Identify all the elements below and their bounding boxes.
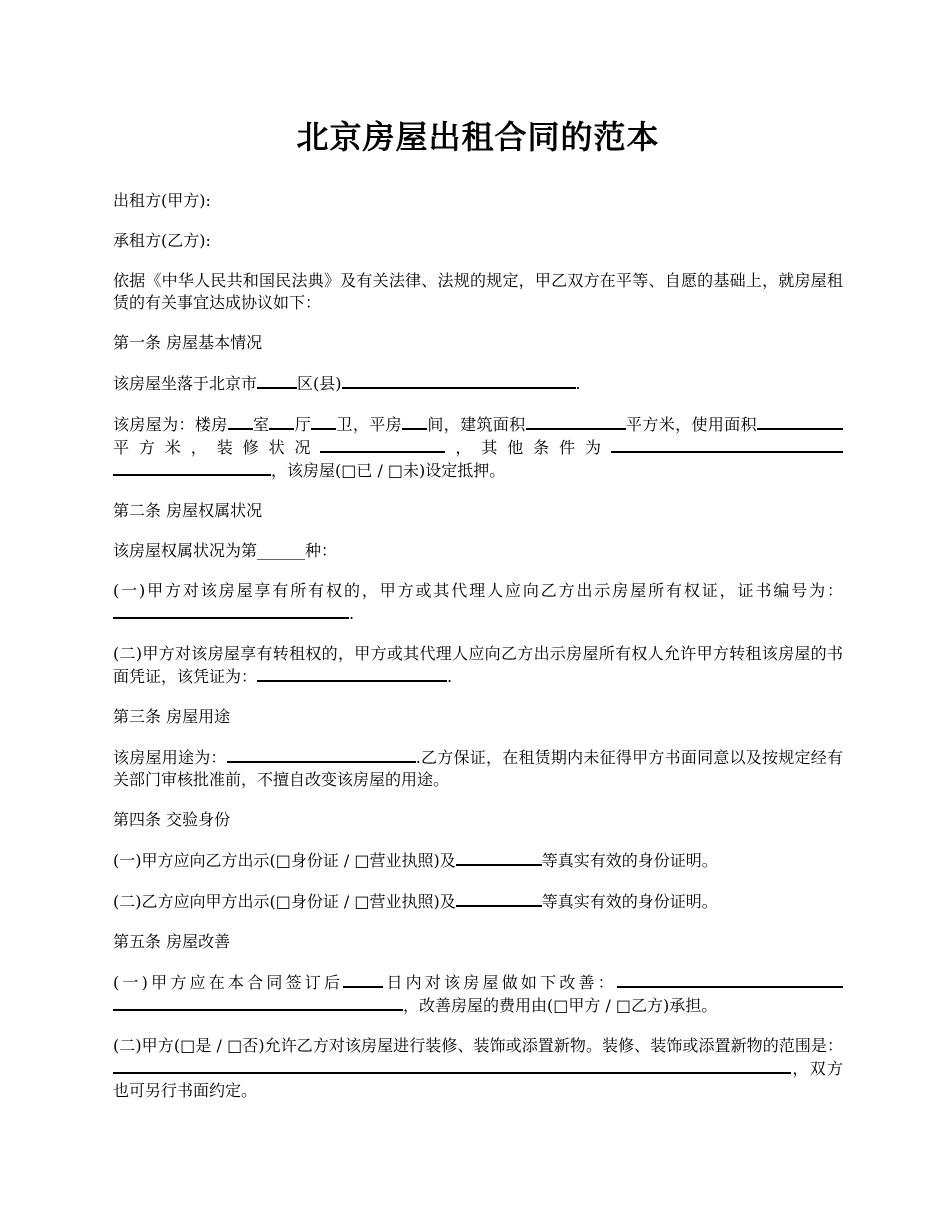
desc-text-i: ，该房屋(□已 / □未)设定抵押。 xyxy=(271,461,506,480)
ownership-item-2 xyxy=(113,643,843,688)
desc-text-h: ，其他条件为 xyxy=(445,438,611,457)
desc-text-g: 平方米，装修状况 xyxy=(113,438,321,457)
article-3-heading: 第三条 房屋用途 xyxy=(113,707,231,726)
ownership-item-2-end: . xyxy=(447,667,453,686)
address-blank xyxy=(342,372,576,389)
bungalow-rooms-blank xyxy=(402,413,427,430)
ownership-type-line: 该房屋权属状况为第______种： xyxy=(113,541,338,560)
desc-text-c: 厅 xyxy=(294,415,312,434)
house-description-clause xyxy=(113,413,843,482)
improvement-item-2-text-a: (二)甲方(□是 / □否)允许乙方对该房屋进行装修、装饰或添置新物。装修、装饰或添置新物的范围是： xyxy=(113,1036,843,1055)
decoration-scope-blank-2 xyxy=(633,1057,791,1074)
document-title: 北京房屋出租合同的范本 xyxy=(296,118,660,156)
ownership-item-1-end: . xyxy=(349,604,355,623)
improvement-item-1-text-a: (一)甲方应在本合同签订后 xyxy=(113,973,344,992)
usable-area-blank xyxy=(757,413,843,430)
location-text-a: 该房屋坐落于北京市 xyxy=(113,374,258,393)
desc-text-e: 间，建筑面积 xyxy=(426,415,526,434)
article-1-heading: 第一条 房屋基本情况 xyxy=(113,333,263,352)
ownership-item-2-text: (二)甲方对该房屋享有转租权的，甲方或其代理人应向乙方出示房屋所有权人允许甲方转租该房屋的书面凭证，该凭证为： xyxy=(113,644,843,686)
improvement-item-1-text-b: 日内对该房屋做如下改善： xyxy=(383,973,617,992)
desc-text-a: 该房屋为：楼房 xyxy=(113,415,228,434)
days-blank xyxy=(343,971,383,988)
baths-blank xyxy=(311,413,336,430)
article-4-heading: 第四条 交验身份 xyxy=(113,810,231,829)
use-text-b: .乙方保证，在租赁期内未征得甲方书面同意以及按规定经有关部门审核批准前，不擅自改变该房屋的用途。 xyxy=(113,748,843,789)
identity-item-1 xyxy=(113,849,843,872)
contract-page xyxy=(113,112,843,1120)
identity-item-2 xyxy=(113,890,843,913)
rooms-blank xyxy=(228,413,253,430)
improvement-content-blank xyxy=(617,971,843,988)
location-text-b: 区(县) xyxy=(297,374,342,393)
location-end: . xyxy=(575,374,581,393)
improvement-item-2 xyxy=(113,1035,843,1102)
ownership-item-1-text: (一)甲方对该房屋享有所有权的，甲方或其代理人应向乙方出示房屋所有权证，证书编号为： xyxy=(113,581,843,600)
use-text-a: 该房屋用途为： xyxy=(113,748,227,767)
desc-text-d: 卫，平房 xyxy=(336,415,402,434)
desc-text-f: 平方米，使用面积 xyxy=(625,415,757,434)
decoration-scope-blank xyxy=(113,1057,633,1074)
lessor-id-blank xyxy=(456,849,542,866)
identity-item-1-text-a: (一)甲方应向乙方出示(□身份证 / □营业执照)及 xyxy=(113,851,456,870)
article-5-heading: 第五条 房屋改善 xyxy=(113,932,231,951)
preamble: 依据《中华人民共和国民法典》及有关法律、法规的规定，甲乙双方在平等、自愿的基础上，就房屋租赁的有关事宜达成协议如下： xyxy=(113,271,843,312)
location-clause xyxy=(113,372,843,395)
certificate-number-blank xyxy=(113,602,349,619)
house-use-clause xyxy=(113,746,843,791)
other-conditions-blank xyxy=(611,436,843,453)
district-blank xyxy=(257,372,297,389)
improvement-item-1 xyxy=(113,971,843,1017)
ownership-item-1 xyxy=(113,580,843,625)
improvement-content-blank-2 xyxy=(113,994,403,1011)
halls-blank xyxy=(269,413,294,430)
use-blank xyxy=(227,746,416,763)
improvement-item-1-text-c: ，改善房屋的费用由(□甲方 / □乙方)承担。 xyxy=(403,996,718,1015)
lessee-id-blank xyxy=(456,890,542,907)
other-conditions-blank-2 xyxy=(113,459,271,476)
lessee-line: 承租方(乙方): xyxy=(113,231,211,250)
building-area-blank xyxy=(526,413,626,430)
improvement-item-2-text-b: ，双方也可另行书面约定。 xyxy=(113,1059,843,1100)
voucher-blank xyxy=(257,665,447,682)
decoration-blank xyxy=(320,436,445,453)
article-2-heading: 第二条 房屋权属状况 xyxy=(113,501,263,520)
identity-item-2-text-b: 等真实有效的身份证明。 xyxy=(541,892,718,911)
lessor-line: 出租方(甲方): xyxy=(113,191,211,210)
desc-text-b: 室 xyxy=(252,415,270,434)
identity-item-2-text-a: (二)乙方应向甲方出示(□身份证 / □营业执照)及 xyxy=(113,892,456,911)
identity-item-1-text-b: 等真实有效的身份证明。 xyxy=(541,851,718,870)
